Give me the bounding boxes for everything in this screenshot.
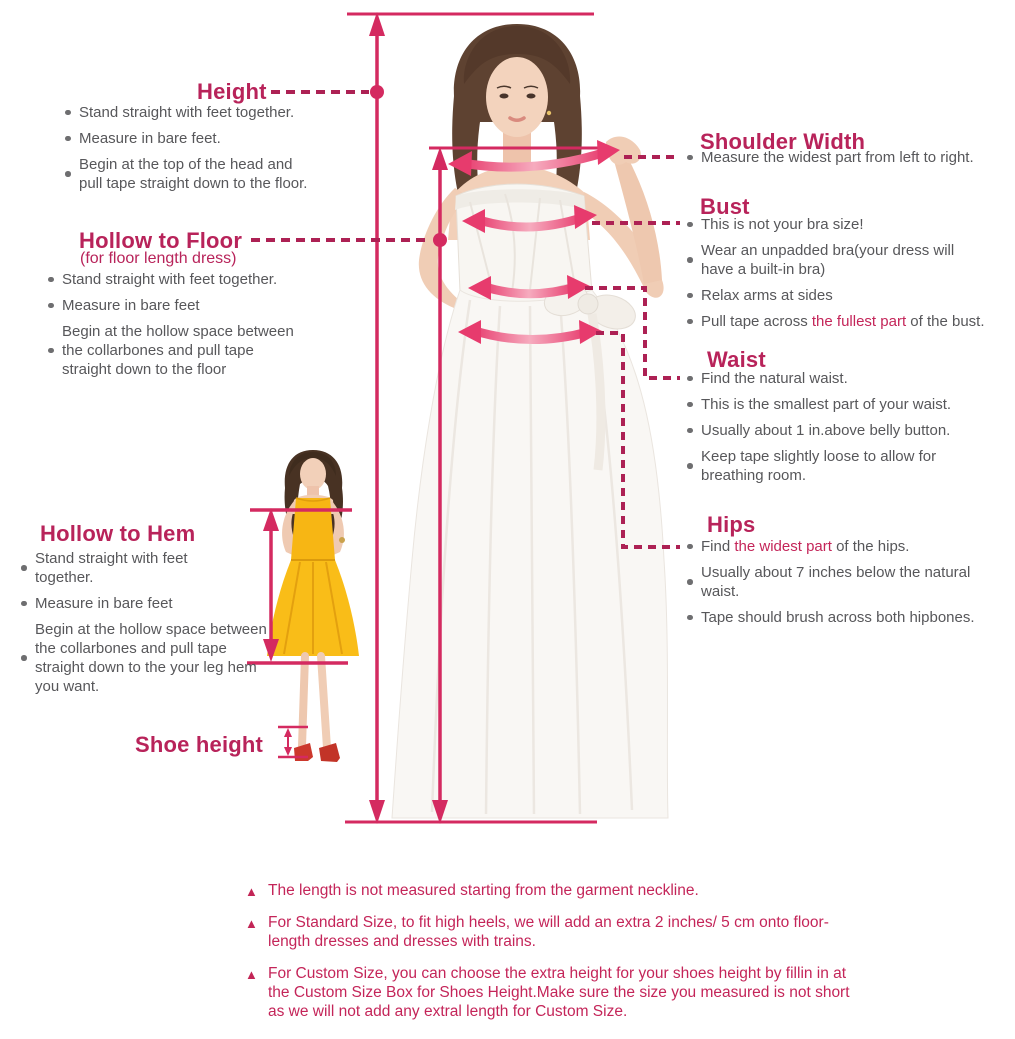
height-bullets [62, 103, 320, 200]
bust-bullets [684, 215, 1014, 338]
note-item [245, 964, 863, 1021]
list-item: Measure in bare feet [45, 296, 307, 315]
height-measure [345, 12, 597, 824]
shoe-height-bracket [278, 727, 308, 757]
hollow-to-floor-bullets [45, 270, 307, 386]
arrow-down-icon [432, 800, 448, 824]
bullet-text: of the bust. [906, 313, 985, 330]
list-item: Stand straight with feet together. [18, 549, 204, 587]
warning-triangle-icon: ▲ [245, 916, 258, 931]
warning-triangle-icon: ▲ [245, 967, 258, 982]
bullet-text: Pull tape across [701, 313, 812, 330]
list-item: Stand straight with feet together. [62, 103, 320, 122]
list-item: Keep tape slightly loose to allow for breathing room. [684, 447, 987, 485]
hips-ribbon-arrow [458, 320, 602, 344]
list-item: Find the natural waist. [684, 369, 987, 388]
hollow-to-hem-heading: Hollow to Hem [40, 521, 196, 546]
waist-bullets [684, 369, 987, 492]
shoulder-width-heading: Shoulder Width [700, 129, 866, 154]
note-item [245, 913, 863, 951]
list-item [684, 537, 999, 556]
hollow-to-floor-heading: Hollow to Floor [79, 228, 243, 253]
list-item: Begin at the hollow space between the collarbones and pull tape straight down to the floor [45, 322, 307, 379]
list-item: Relax arms at sides [684, 286, 1014, 305]
list-item: Stand straight with feet together. [45, 270, 307, 289]
highlighted-text: the widest part [734, 538, 832, 555]
hollow-to-floor-subheading: (for floor length dress) [80, 250, 237, 267]
shoe-height-label: Shoe height [135, 732, 264, 757]
hollow-anchor-dot [433, 233, 447, 247]
list-item [684, 312, 1014, 331]
height-anchor-dot [370, 85, 384, 99]
arrow-up-icon [432, 147, 448, 170]
list-item: Usually about 7 inches below the natural waist. [684, 563, 999, 601]
shoulder-width-bullets [684, 148, 1014, 174]
list-item: Measure in bare feet. [62, 129, 320, 148]
list-item: This is the smallest part of your waist. [684, 395, 987, 414]
list-item: This is not your bra size! [684, 215, 1014, 234]
bust-ribbon-arrow [462, 205, 597, 233]
list-item: Usually about 1 in.above belly button. [684, 421, 987, 440]
arrow-up-icon [284, 728, 292, 737]
hollow-to-floor-measure [429, 147, 598, 824]
list-item: Tape should brush across both hipbones. [684, 608, 999, 627]
list-item: Begin at the top of the head and pull tape straight down to the floor. [62, 155, 320, 193]
bullet-text: Find [701, 538, 735, 555]
note-item [245, 881, 863, 900]
height-heading: Height [197, 79, 267, 104]
list-item: Measure the widest part from left to right. [684, 148, 1014, 167]
list-item: Wear an unpadded bra(your dress will have a built-in bra) [684, 241, 976, 279]
arrow-up-icon [369, 12, 385, 36]
note-text: For Custom Size, you can choose the extra height for your shoes height by fillin in at the Custom Size Box for Shoes Height.Make sure the size you measured is not short as we will not add any extral length for Custom Size. [268, 965, 850, 1020]
shoulder-ribbon-arrow [448, 140, 620, 176]
hips-heading: Hips [707, 512, 756, 537]
waist-heading: Waist [707, 347, 766, 372]
waist-ribbon-arrow [468, 275, 590, 300]
arrow-down-icon [369, 800, 385, 824]
bullet-text: of the hips. [831, 538, 910, 555]
note-text: The length is not measured starting from the garment neckline. [268, 882, 699, 899]
warning-triangle-icon: ▲ [245, 884, 258, 899]
highlighted-text: the fullest part [811, 313, 907, 330]
note-text: For Standard Size, to fit high heels, we will add an extra 2 inches/ 5 cm onto floor-length dresses and dresses with trains. [268, 914, 829, 950]
list-item: Measure in bare feet [18, 594, 272, 613]
footer-notes [245, 881, 863, 1034]
hollow-to-hem-bullets [18, 549, 272, 703]
hips-leader-dashed [596, 333, 680, 547]
list-item: Begin at the hollow space between the collarbones and pull tape straight down to the your leg hem you want. [18, 620, 272, 696]
bust-heading: Bust [700, 194, 750, 219]
arrow-down-icon [284, 747, 292, 756]
hips-bullets [684, 537, 999, 634]
